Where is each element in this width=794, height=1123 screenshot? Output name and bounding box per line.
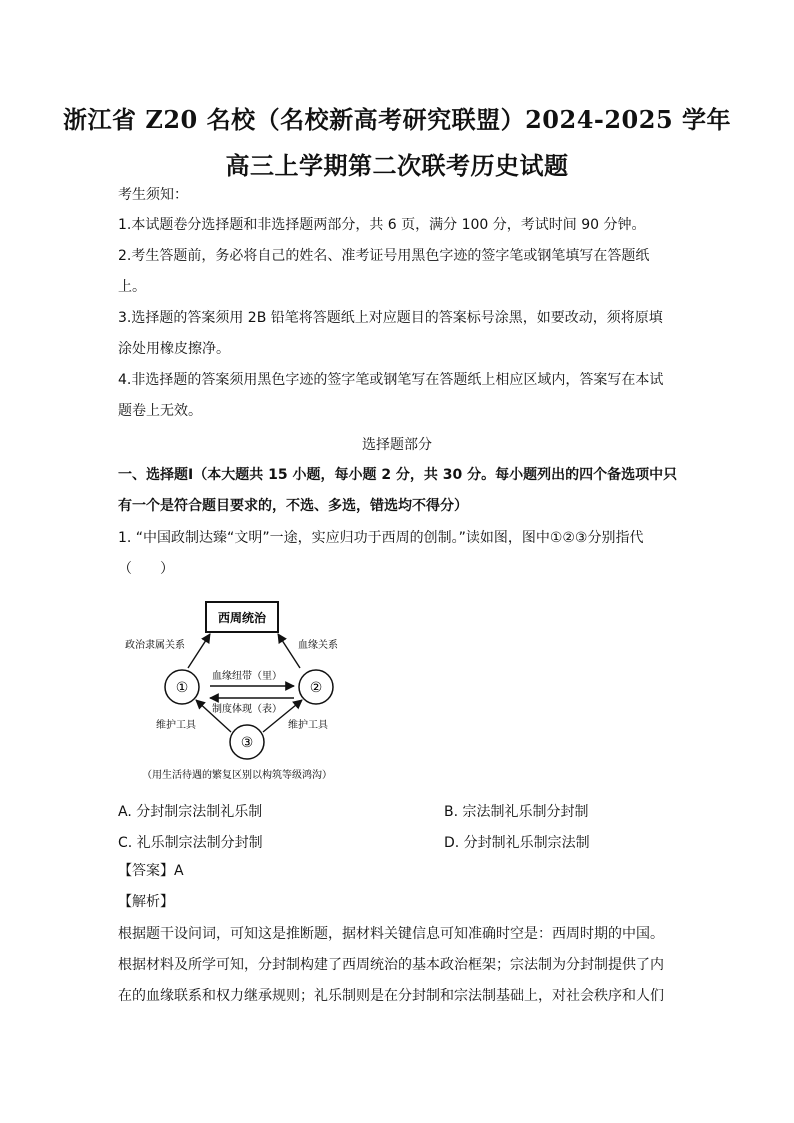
right-bottom-label: 维护工具 <box>288 720 328 731</box>
section-title: 选择题部分 <box>362 437 432 453</box>
exam-title-line1: 浙江省 Z20 名校（名校新高考研究联盟）2024-2025 学年 <box>62 105 732 134</box>
diagram-caption: （用生活待遇的繁复区别以构筑等级鸿沟） <box>142 770 332 781</box>
top-box-label: 西周统治 <box>217 611 267 625</box>
question-stem-line2: （ ） <box>118 561 174 577</box>
section-heading-line2: 有一个是符合题目要求的，不选、多选，错选均不得分） <box>118 498 468 514</box>
option-c[interactable]: C. 礼乐制宗法制分封制 <box>118 835 263 851</box>
option-b[interactable]: B. 宗法制礼乐制分封制 <box>444 804 589 820</box>
question-stem-line1: 1. “中国政制达臻“文明”一途，实应归功于西周的创制。”读如图，图中①②③分别指代 <box>118 530 644 546</box>
arrow-left-label: 制度体现（表） <box>212 704 282 715</box>
left-edge-arrow <box>188 634 210 668</box>
arrow-right-label: 血缘纽带（里） <box>212 671 282 682</box>
notice-heading: 考生须知： <box>118 187 188 203</box>
option-d[interactable]: D. 分封制礼乐制宗法制 <box>444 835 590 851</box>
analysis-line-2: 根据材料及所学可知，分封制构建了西周统治的基本政治框架；宗法制为分封制提供了内 <box>118 957 664 973</box>
answer-label: 【答案】A <box>118 863 184 879</box>
notice-line-1: 1.本试题卷分选择题和非选择题两部分，共 6 页，满分 100 分，考试时间 90 分钟。 <box>118 217 646 233</box>
notice-line-4: 3.选择题的答案须用 2B 铅笔将答题纸上对应题目的答案标号涂黑，如要改动，须将原填 <box>118 310 663 326</box>
notice-line-2: 2.考生答题前，务必将自己的姓名、准考证号用黑色字迹的签字笔或钢笔填写在答题纸 <box>118 248 650 264</box>
option-a[interactable]: A. 分封制宗法制礼乐制 <box>118 804 263 820</box>
exam-title-line2: 高三上学期第二次联考历史试题 <box>225 151 569 180</box>
notice-line-5: 涂处用橡皮擦净。 <box>118 341 230 357</box>
analysis-line-1: 根据题干设问词，可知这是推断题，据材料关键信息可知准确时空是：西周时期的中国。 <box>118 926 664 942</box>
node-3-label: ③ <box>240 735 254 751</box>
section-heading-line1: 一、选择题Ⅰ（本大题共 15 小题，每小题 2 分，共 30 分。每小题列出的四个备选项中只 <box>118 467 678 483</box>
right-edge-arrow <box>278 634 300 668</box>
right-edge-label: 血缘关系 <box>298 640 338 651</box>
node-1-label: ① <box>175 680 189 696</box>
notice-line-3: 上。 <box>118 279 146 295</box>
analysis-heading: 【解析】 <box>118 894 174 910</box>
node-2-label: ② <box>309 680 323 696</box>
notice-line-7: 题卷上无效。 <box>118 403 202 419</box>
left-bottom-label: 维护工具 <box>156 720 196 731</box>
notice-line-6: 4.非选择题的答案须用黑色字迹的签字笔或钢笔写在答题纸上相应区域内，答案写在本试 <box>118 372 664 388</box>
question-diagram <box>112 592 362 790</box>
left-edge-label: 政治隶属关系 <box>125 640 185 651</box>
analysis-line-3: 在的血缘联系和权力继承规则；礼乐制则是在分封制和宗法制基础上，对社会秩序和人们 <box>118 988 664 1004</box>
